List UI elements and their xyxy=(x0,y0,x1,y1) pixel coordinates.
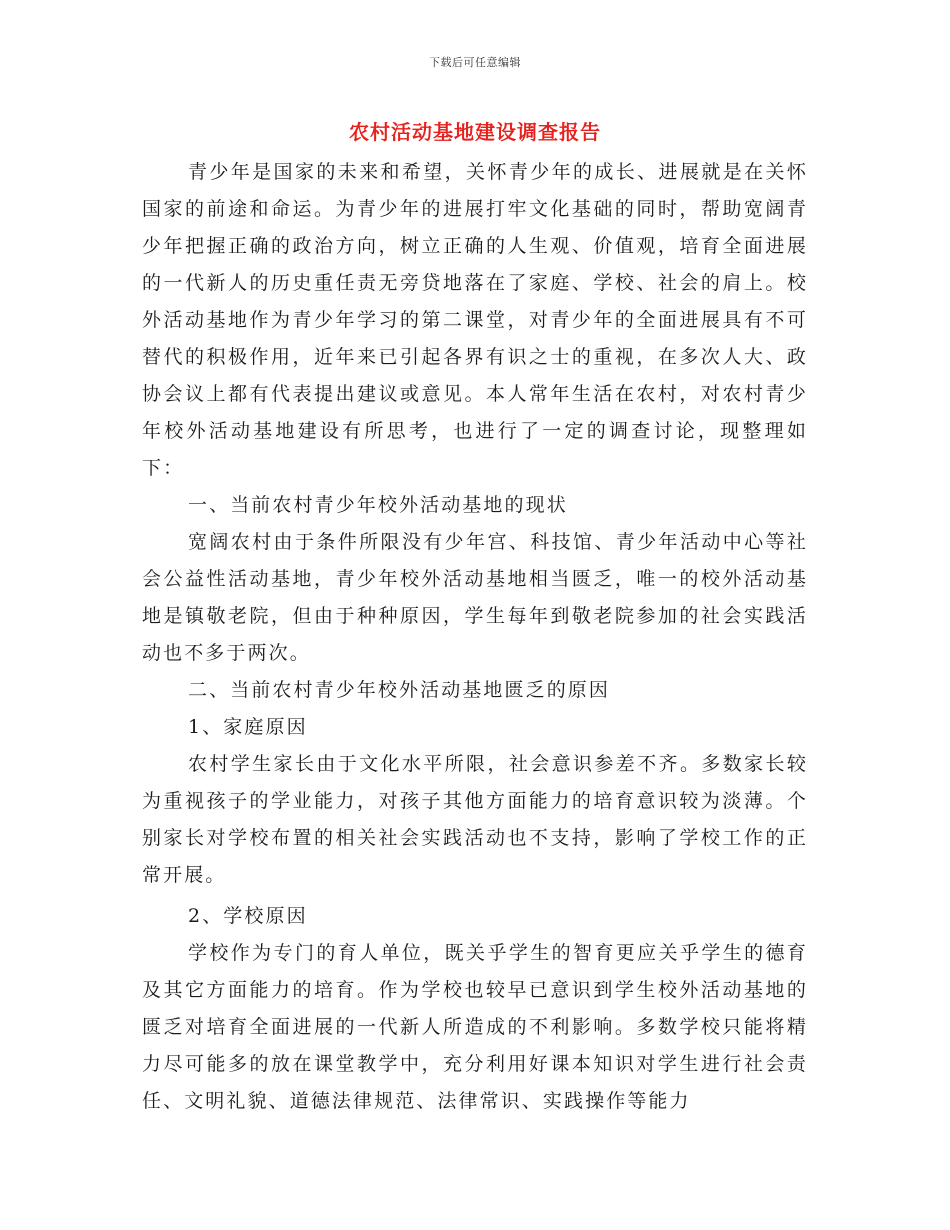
document-title: 农村活动基地建设调查报告 xyxy=(349,120,601,144)
paragraph-school: 学校作为专门的育人单位，既关乎学生的智育更应关乎学生的德育及其它方面能力的培育。作为学校也较早已意识到学生校外活动基地的匮乏对培育全面进展的一代新人所造成的不利影响。多数学校只能将精力尽可能多的放在课堂教学中，充分利用好课本知识对学生进行社会责任、文明礼貌、道德法律规范、法律常识、实践操作等能力 xyxy=(142,942,808,1112)
header-note: 下载后可任意编辑 xyxy=(429,56,521,69)
document-body xyxy=(142,154,808,1120)
section-heading-1: 一、当前农村青少年校外活动基地的现状 xyxy=(188,494,568,516)
subsection-heading-family: 1、家庭原因 xyxy=(188,716,308,738)
section-heading-2: 二、当前农村青少年校外活动基地匮乏的原因 xyxy=(188,679,611,701)
paragraph-family: 农村学生家长由于文化水平所限，社会意识参差不齐。多数家长较为重视孩子的学业能力，对孩子其他方面能力的培育意识较为淡薄。个别家长对学校布置的相关社会实践活动也不支持，影响了学校工作的正常开展。 xyxy=(142,753,808,886)
paragraph-status: 宽阔农村由于条件所限没有少年宫、科技馆、青少年活动中心等社会公益性活动基地，青少年校外活动基地相当匮乏，唯一的校外活动基地是镇敬老院，但由于种种原因，学生每年到敬老院参加的社会实践活动也不多于两次。 xyxy=(142,531,808,664)
paragraph-intro: 青少年是国家的未来和希望，关怀青少年的成长、进展就是在关怀国家的前途和命运。为青少年的进展打牢文化基础的同时，帮助宽阔青少年把握正确的政治方向，树立正确的人生观、价值观，培育全面进展的一代新人的历史重任责无旁贷地落在了家庭、学校、社会的肩上。校外活动基地作为青少年学习的第二课堂，对青少年的全面进展具有不可替代的积极作用，近年来已引起各界有识之士的重视，在多次人大、政协会议上都有代表提出建议或意见。本人常年生活在农村，对农村青少年校外活动基地建设有所思考，也进行了一定的调查讨论，现整理如下： xyxy=(142,161,808,479)
subsection-heading-school: 2、学校原因 xyxy=(188,905,308,927)
